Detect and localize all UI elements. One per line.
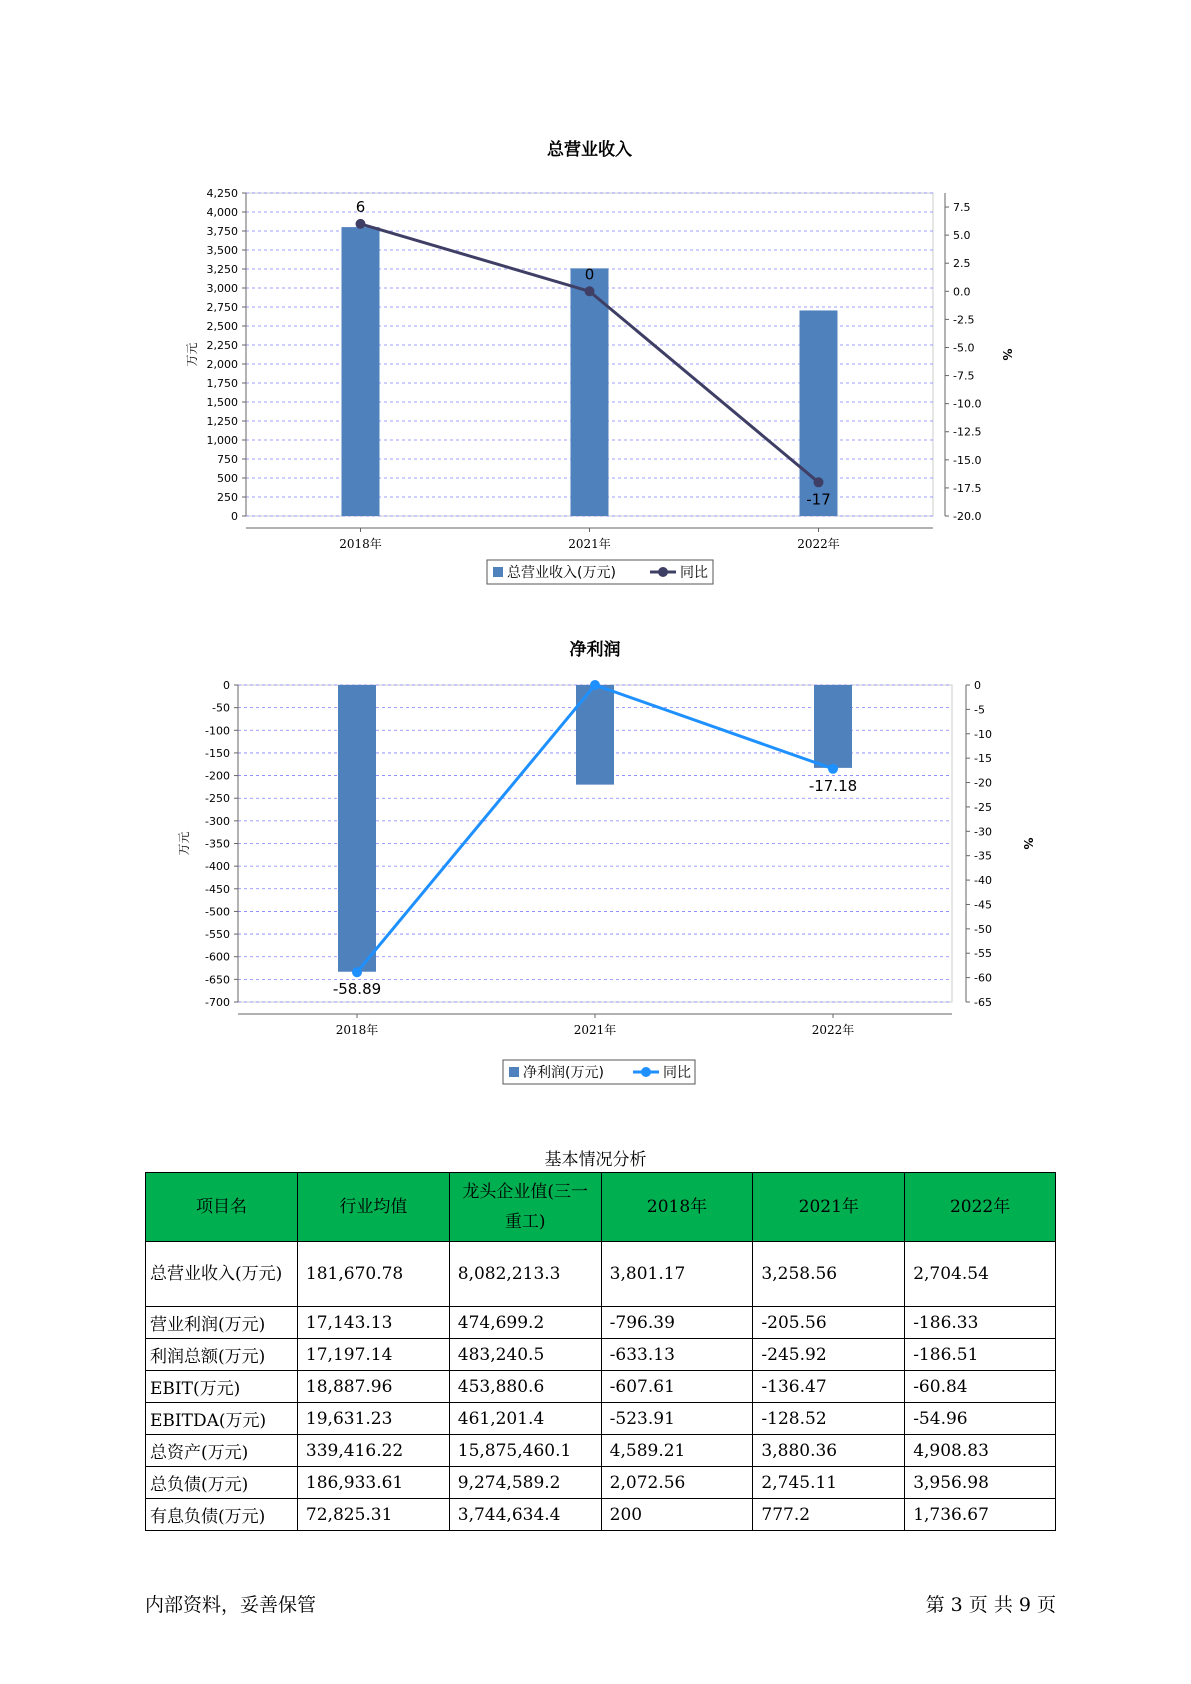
table-row <box>146 1242 1056 1307</box>
table-cell: 2,704.54 <box>905 1242 1056 1307</box>
y-tick-label: -300 <box>205 814 230 828</box>
bar <box>571 268 609 516</box>
table-row <box>146 1499 1056 1531</box>
y-tick-label: 3,000 <box>206 282 238 295</box>
series-point <box>352 967 362 977</box>
bar <box>338 685 376 972</box>
y-right-tick-label: -10.0 <box>953 397 982 411</box>
table-header-row <box>146 1173 1056 1242</box>
footer-page-number: 第 3 页 共 9 页 <box>925 1594 1056 1616</box>
table-row <box>146 1435 1056 1467</box>
y-right-tick-label: -7.5 <box>953 369 975 383</box>
table-cell: 9,274,589.2 <box>449 1467 601 1499</box>
chart-title: 净利润 <box>569 640 621 660</box>
table-row-label: 利润总额(万元) <box>146 1339 298 1371</box>
table-row-label: 营业利润(万元) <box>146 1307 298 1339</box>
table-cell: -607.61 <box>601 1371 753 1403</box>
y-right-tick-label: 5.0 <box>953 229 971 243</box>
y-right-tick-label: -40 <box>974 874 992 888</box>
table-cell: 19,631.23 <box>297 1403 449 1435</box>
legend-swatch-bar <box>493 567 503 577</box>
table-cell: 483,240.5 <box>449 1339 601 1371</box>
legend-swatch-bar <box>509 1067 519 1077</box>
table-cell: -523.91 <box>601 1403 753 1435</box>
table-row-label: 总营业收入(万元) <box>146 1242 298 1307</box>
data-label: 0 <box>584 265 595 284</box>
table-header-cell: 2021年 <box>753 1173 905 1242</box>
table-row <box>146 1403 1056 1435</box>
y-tick-label: -100 <box>205 724 230 738</box>
footer-confidential-note: 内部资料，妥善保管 <box>145 1594 317 1616</box>
table-cell: 777.2 <box>753 1499 905 1531</box>
series-point <box>814 477 824 487</box>
legend <box>487 560 713 584</box>
series-point <box>590 680 600 690</box>
table-cell: -54.96 <box>905 1403 1056 1435</box>
legend <box>503 1060 695 1084</box>
table-cell: 474,699.2 <box>449 1307 601 1339</box>
table-cell: -633.13 <box>601 1339 753 1371</box>
data-label: -17.18 <box>808 776 858 795</box>
y-right-tick-label: -10 <box>974 727 992 741</box>
y-tick-label: 3,750 <box>206 225 238 238</box>
chart-net-profit <box>0 630 1191 1100</box>
table-row <box>146 1467 1056 1499</box>
chart-total-revenue-svg <box>0 130 1191 600</box>
y-tick-label: 1,500 <box>206 396 238 409</box>
table-cell: -128.52 <box>753 1403 905 1435</box>
table-cell: 2,072.56 <box>601 1467 753 1499</box>
table-cell: -796.39 <box>601 1307 753 1339</box>
table-row <box>146 1307 1056 1339</box>
chart-title: 总营业收入 <box>547 140 632 160</box>
table-cell: 3,258.56 <box>753 1242 905 1307</box>
y-right-tick-label: -12.5 <box>953 425 982 439</box>
legend-label-line: 同比 <box>680 565 708 581</box>
y-right-tick-label: -45 <box>974 898 992 912</box>
y-right-tick-label: -5.0 <box>953 341 975 355</box>
y-tick-label: -600 <box>205 950 230 964</box>
table-cell: 186,933.61 <box>297 1467 449 1499</box>
y-right-tick-label: -2.5 <box>953 313 975 327</box>
table-cell: 461,201.4 <box>449 1403 601 1435</box>
data-label: -17 <box>806 490 831 509</box>
table-header-cell: 项目名 <box>146 1173 298 1242</box>
bar <box>342 227 380 516</box>
table-cell: -205.56 <box>753 1307 905 1339</box>
table-cell: 453,880.6 <box>449 1371 601 1403</box>
y-tick-label: 0 <box>231 510 238 523</box>
chart-total-revenue <box>0 130 1191 600</box>
y-tick-label: 1,250 <box>206 415 238 428</box>
y-right-tick-label: -20.0 <box>953 510 982 523</box>
y-tick-label: 750 <box>217 453 238 466</box>
bar <box>814 685 852 768</box>
table-cell: 3,956.98 <box>905 1467 1056 1499</box>
y-right-tick-label: -17.5 <box>953 481 982 495</box>
table-cell: 339,416.22 <box>297 1435 449 1467</box>
y-right-tick-label: -35 <box>974 849 992 863</box>
y-tick-label: -400 <box>205 860 230 874</box>
table-cell: -60.84 <box>905 1371 1056 1403</box>
y-right-axis-label: % <box>1000 348 1014 361</box>
y-tick-label: 4,250 <box>206 187 238 200</box>
data-label: 6 <box>355 197 366 216</box>
legend-swatch-point <box>641 1067 651 1077</box>
table-header-cell: 2018年 <box>601 1173 753 1242</box>
table-header-cell: 龙头企业值(三一重工) <box>449 1173 601 1242</box>
y-tick-label: -650 <box>205 973 230 987</box>
y-right-tick-label: -65 <box>974 996 992 1009</box>
y-right-axis-label: % <box>1021 837 1035 850</box>
y-tick-label: -200 <box>205 769 230 783</box>
y-right-tick-label: -15 <box>974 752 992 766</box>
table-cell: -136.47 <box>753 1371 905 1403</box>
y-tick-label: -150 <box>205 746 230 760</box>
y-tick-label: 1,750 <box>206 377 238 390</box>
y-right-tick-label: -60 <box>974 971 992 985</box>
x-tick-label: 2018年 <box>335 1023 379 1037</box>
table-cell: 181,670.78 <box>297 1242 449 1307</box>
table-row <box>146 1371 1056 1403</box>
data-label: -58.89 <box>332 980 382 999</box>
table-title: 基本情况分析 <box>544 1150 647 1170</box>
analysis-table <box>145 1172 1056 1531</box>
table-cell: 17,143.13 <box>297 1307 449 1339</box>
table-cell: -245.92 <box>753 1339 905 1371</box>
y-right-tick-label: 0 <box>974 679 981 692</box>
y-tick-label: 2,000 <box>206 358 238 371</box>
y-tick-label: -550 <box>205 928 230 942</box>
x-tick-label: 2021年 <box>573 1023 617 1037</box>
y-tick-label: 2,500 <box>206 320 238 333</box>
y-axis-label: 万元 <box>177 831 191 856</box>
series-point <box>356 219 366 229</box>
y-tick-label: 250 <box>217 491 238 504</box>
y-right-tick-label: 0.0 <box>953 285 971 299</box>
table-header-cell: 行业均值 <box>297 1173 449 1242</box>
y-tick-label: 1,000 <box>206 434 238 447</box>
table-cell: 72,825.31 <box>297 1499 449 1531</box>
table-cell: 8,082,213.3 <box>449 1242 601 1307</box>
table-row-label: EBITDA(万元) <box>146 1403 298 1435</box>
legend-label-bar: 净利润(万元) <box>523 1065 604 1081</box>
y-right-tick-label: -50 <box>974 922 992 936</box>
y-tick-label: -500 <box>205 905 230 919</box>
series-point <box>585 286 595 296</box>
y-tick-label: 0 <box>223 679 230 692</box>
y-right-tick-label: -30 <box>974 825 992 839</box>
table-cell: 3,744,634.4 <box>449 1499 601 1531</box>
y-tick-label: 3,250 <box>206 263 238 276</box>
y-axis-label: 万元 <box>185 342 199 367</box>
x-tick-label: 2022年 <box>811 1023 855 1037</box>
y-right-tick-label: 7.5 <box>953 201 971 215</box>
table-header-cell: 2022年 <box>905 1173 1056 1242</box>
y-right-tick-label: -25 <box>974 800 992 814</box>
table-cell: 1,736.67 <box>905 1499 1056 1531</box>
y-right-tick-label: -55 <box>974 947 992 961</box>
table-cell: 2,745.11 <box>753 1467 905 1499</box>
legend-swatch-point <box>658 567 668 577</box>
x-tick-label: 2021年 <box>568 537 611 551</box>
y-tick-label: -450 <box>205 882 230 896</box>
y-tick-label: 2,750 <box>206 301 238 314</box>
y-tick-label: -700 <box>205 996 230 1009</box>
table-row-label: 总负债(万元) <box>146 1467 298 1499</box>
y-tick-label: -250 <box>205 792 230 806</box>
table-row-label: 有息负债(万元) <box>146 1499 298 1531</box>
table-cell: 15,875,460.1 <box>449 1435 601 1467</box>
table-cell: 200 <box>601 1499 753 1531</box>
table-cell: -186.51 <box>905 1339 1056 1371</box>
table-cell: -186.33 <box>905 1307 1056 1339</box>
table-cell: 4,589.21 <box>601 1435 753 1467</box>
legend-label-bar: 总营业收入(万元) <box>507 565 616 581</box>
table-cell: 3,880.36 <box>753 1435 905 1467</box>
table-cell: 17,197.14 <box>297 1339 449 1371</box>
legend-label-line: 同比 <box>663 1065 691 1081</box>
y-tick-label: 3,500 <box>206 244 238 257</box>
table-cell: 3,801.17 <box>601 1242 753 1307</box>
y-tick-label: 2,250 <box>206 339 238 352</box>
x-tick-label: 2018年 <box>339 537 382 551</box>
y-tick-label: -350 <box>205 837 230 851</box>
y-right-tick-label: 2.5 <box>953 257 971 271</box>
table-row-label: 总资产(万元) <box>146 1435 298 1467</box>
chart-net-profit-svg <box>0 630 1191 1100</box>
y-tick-label: -50 <box>212 701 230 715</box>
y-right-tick-label: -5 <box>974 703 985 717</box>
series-point <box>828 764 838 774</box>
y-right-tick-label: -20 <box>974 776 992 790</box>
y-tick-label: 500 <box>217 472 238 485</box>
table-row <box>146 1339 1056 1371</box>
y-tick-label: 4,000 <box>206 206 238 219</box>
x-tick-label: 2022年 <box>797 537 840 551</box>
table-row-label: EBIT(万元) <box>146 1371 298 1403</box>
y-right-tick-label: -15.0 <box>953 453 982 467</box>
table-cell: 4,908.83 <box>905 1435 1056 1467</box>
table-cell: 18,887.96 <box>297 1371 449 1403</box>
